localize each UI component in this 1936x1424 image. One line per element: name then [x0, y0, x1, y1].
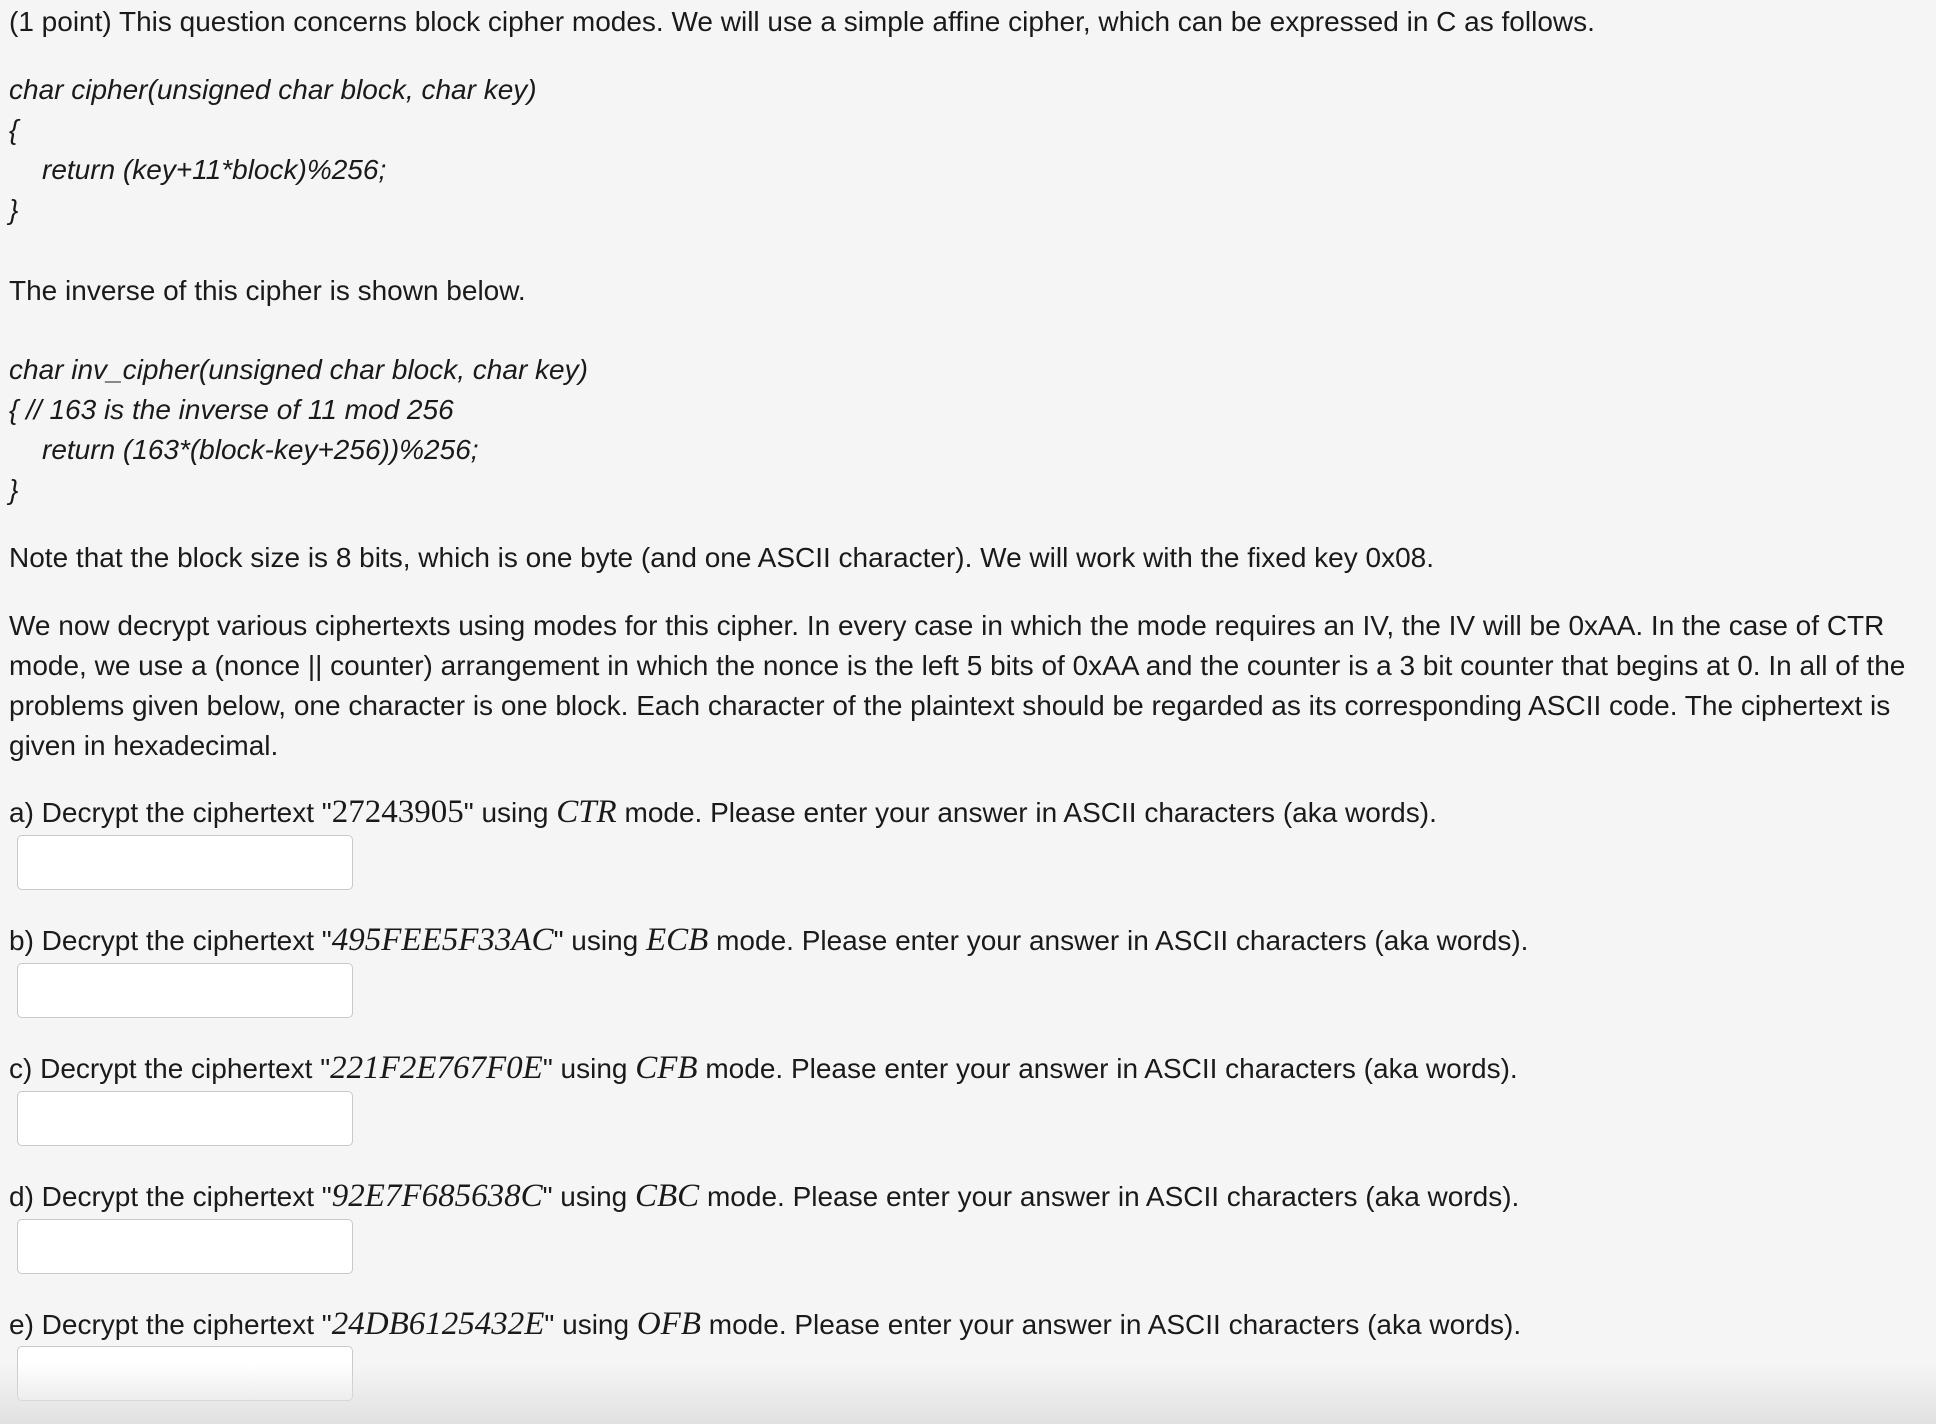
question-d-ciphertext: 92E7F685638C: [331, 1178, 543, 1214]
question-d-mid: " using: [542, 1181, 636, 1212]
answer-c-input[interactable]: [17, 1091, 353, 1146]
inv-cipher-code-block: [9, 350, 588, 510]
answer-b-input[interactable]: [17, 963, 353, 1018]
question-c-ciphertext: 221F2E767F0E: [330, 1050, 543, 1086]
question-e-prefix: e) Decrypt the ciphertext ": [9, 1309, 332, 1340]
question-e: [9, 1306, 1521, 1343]
question-a-mode: CTR: [556, 794, 617, 830]
question-d: [9, 1178, 1519, 1215]
question-c-suffix: mode. Please enter your answer in ASCII characters (aka words).: [697, 1053, 1518, 1084]
question-b-prefix: b) Decrypt the ciphertext ": [9, 925, 332, 956]
modes-description: We now decrypt various ciphertexts using modes for this cipher. In every case in which the mode requires an IV, the IV will be 0xAA. In the case of CTR mode, we use a (nonce || counter) arrangement in which the nonce is the left 5 bits of 0xAA and the counter is a 3 bit counter that begins at 0. In all of the problems given below, one character is one block. Each character of the plaintext should be regarded as its corresponding ASCII code. The ciphertext is given in hexadecimal.: [9, 610, 1906, 761]
inverse-intro: The inverse of this cipher is shown below.: [9, 275, 526, 306]
question-a-prefix: a) Decrypt the ciphertext ": [9, 797, 332, 828]
question-b-ciphertext: 495FEE5F33AC: [331, 922, 554, 958]
answer-d-input[interactable]: [17, 1219, 353, 1274]
problem-intro: (1 point) This question concerns block cipher modes. We will use a simple affine cipher, which can be expressed in C as follows.: [9, 6, 1595, 37]
inv-cipher-open-brace: { // 163 is the inverse of 11 mod 256: [9, 394, 454, 425]
inv-cipher-body: return (163*(block-key+256))%256;: [42, 434, 479, 465]
question-a-suffix: mode. Please enter your answer in ASCII characters (aka words).: [616, 797, 1437, 828]
question-a-mid: " using: [463, 797, 557, 828]
question-c: [9, 1050, 1518, 1087]
answer-e-input[interactable]: [17, 1346, 353, 1401]
cipher-close-brace: }: [9, 194, 19, 225]
question-e-mid: " using: [544, 1309, 637, 1340]
question-d-suffix: mode. Please enter your answer in ASCII characters (aka words).: [699, 1181, 1520, 1212]
question-e-ciphertext: 24DB6125432E: [331, 1306, 545, 1342]
cipher-body: return (key+11*block)%256;: [42, 154, 387, 185]
cipher-open-brace: {: [9, 114, 19, 145]
question-b-mid: " using: [553, 925, 646, 956]
question-c-mid: " using: [542, 1053, 636, 1084]
question-d-mode: CBC: [635, 1178, 700, 1214]
question-b-mode: ECB: [646, 922, 709, 958]
cipher-signature: char cipher(unsigned char block, char key): [9, 74, 537, 105]
question-b-suffix: mode. Please enter your answer in ASCII characters (aka words).: [708, 925, 1529, 956]
answer-a-input[interactable]: [17, 835, 353, 890]
question-e-suffix: mode. Please enter your answer in ASCII characters (aka words).: [701, 1309, 1522, 1340]
question-b: [9, 922, 1528, 959]
question-e-mode: OFB: [636, 1306, 701, 1342]
question-a-ciphertext: 27243905: [331, 794, 464, 830]
question-c-mode: CFB: [635, 1050, 698, 1086]
question-a: [9, 794, 1437, 831]
question-c-prefix: c) Decrypt the ciphertext ": [9, 1053, 331, 1084]
inv-cipher-close-brace: }: [9, 474, 19, 505]
block-size-note: Note that the block size is 8 bits, which is one byte (and one ASCII character). We will work with the fixed key 0x08.: [9, 542, 1435, 573]
question-d-prefix: d) Decrypt the ciphertext ": [9, 1181, 332, 1212]
inv-cipher-signature: char inv_cipher(unsigned char block, char key): [9, 354, 588, 385]
cipher-code-block: [9, 70, 537, 230]
